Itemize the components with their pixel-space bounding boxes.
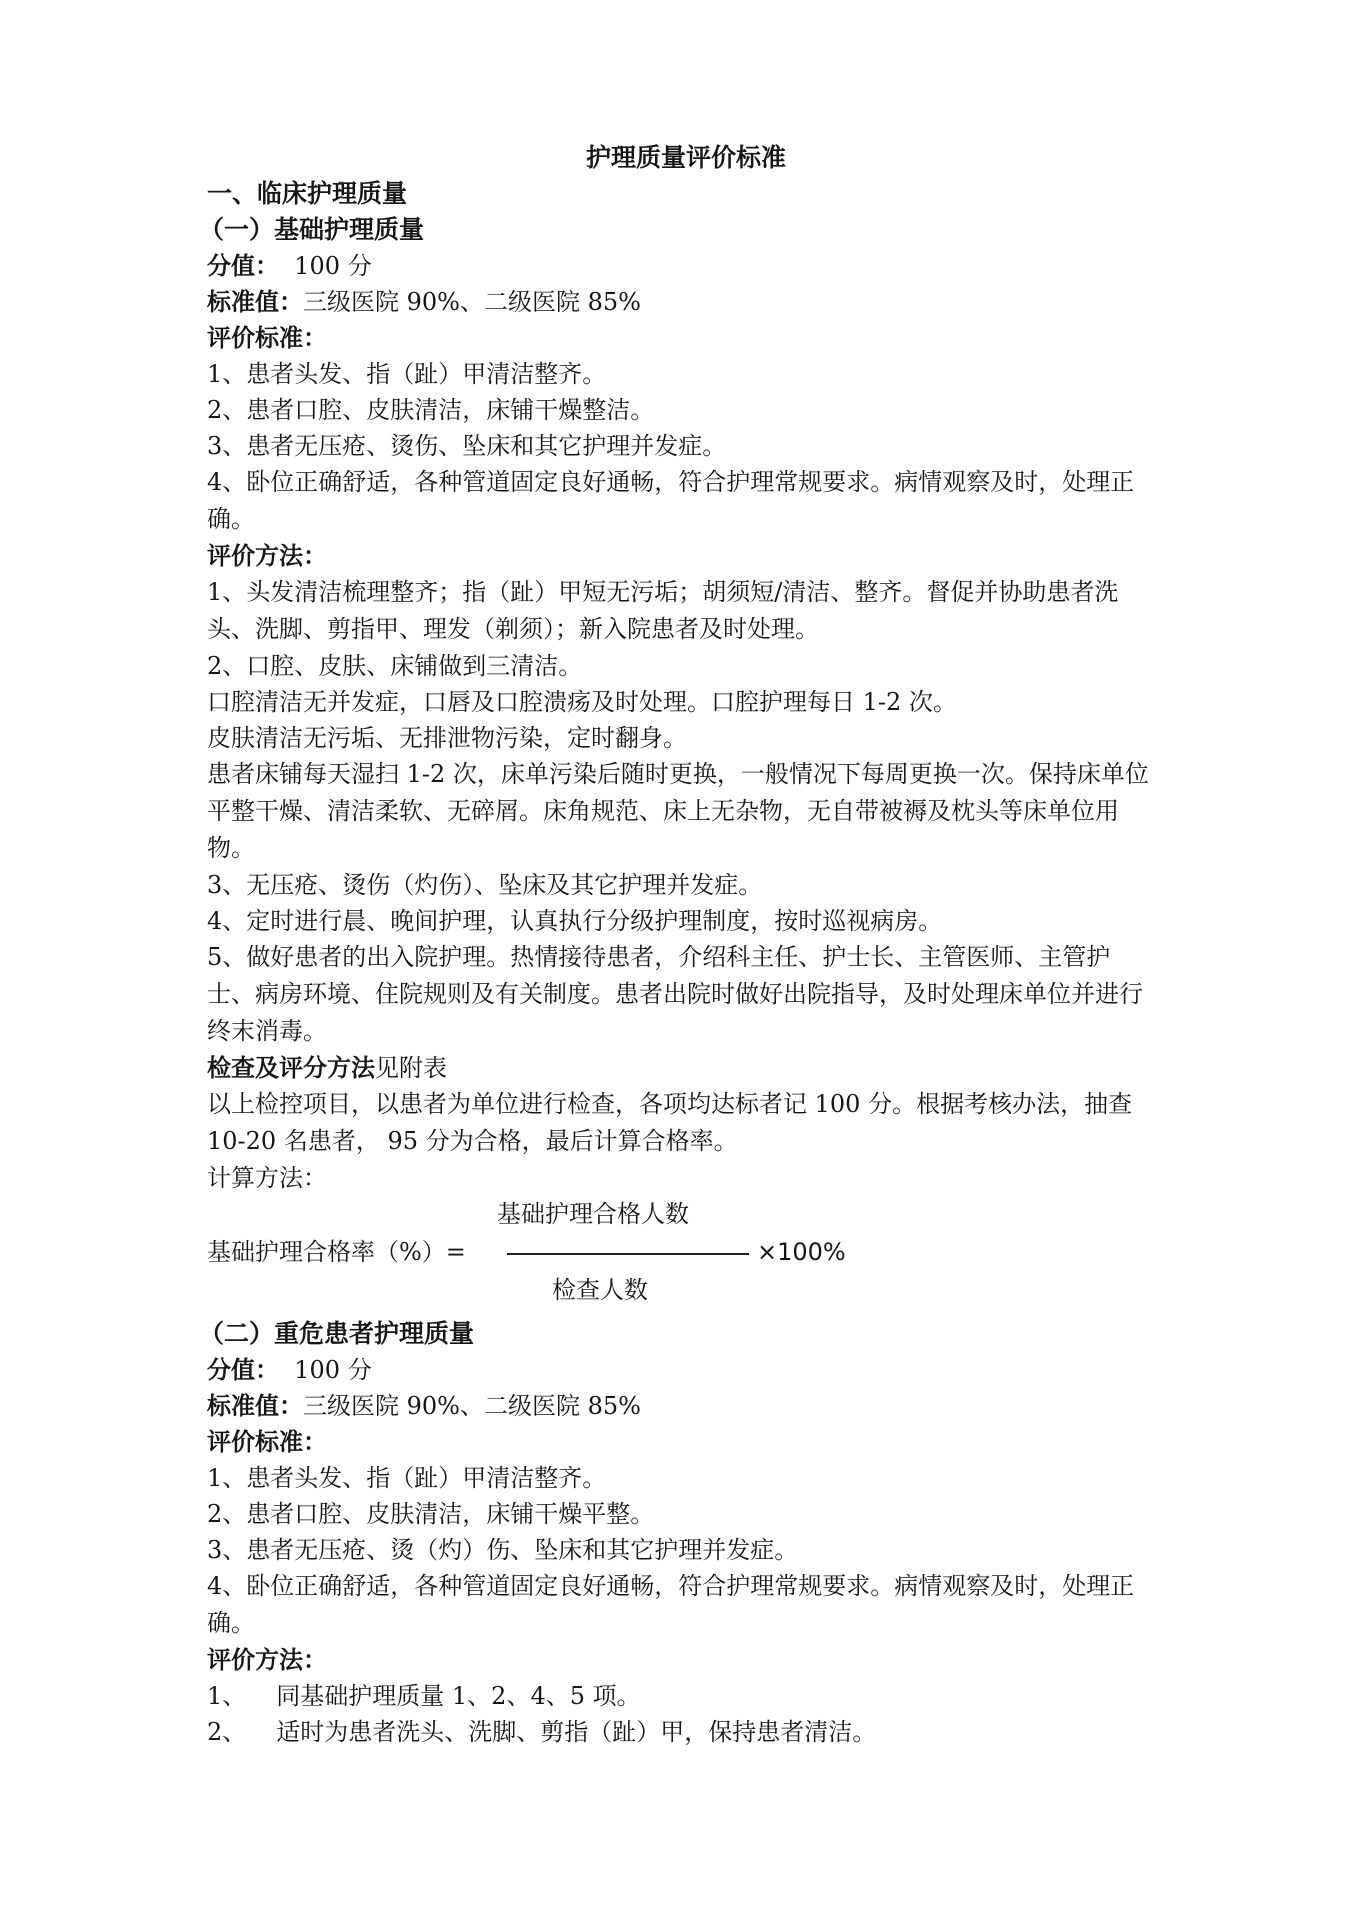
criteria-item: 2、患者口腔、皮肤清洁，床铺干燥平整。 [207, 1500, 655, 1528]
criteria-item: 4、卧位正确舒适，各种管道固定良好通畅，符合护理常规要求。病情观察及时，处理正确。 [207, 1572, 1135, 1637]
check-method-value: 见附表 [375, 1054, 447, 1082]
standard-line [207, 1388, 1157, 1424]
criteria-item: 4、卧位正确舒适，各种管道固定良好通畅，符合护理常规要求。病情观察及时，处理正确。 [207, 468, 1135, 533]
score-line [207, 1352, 1157, 1388]
score-label: 分值： [207, 1355, 279, 1384]
standard-line [207, 284, 1157, 320]
method-item: 1、头发清洁梳理整齐；指（趾）甲短无污垢；胡须短/清洁、整齐。督促并协助患者洗头、洗脚、剪指甲、理发（剃须）；新入院患者及时处理。 [207, 578, 1119, 643]
method-item-text: 适时为患者洗头、洗脚、剪指（趾）甲，保持患者清洁。 [276, 1718, 877, 1746]
standard-label: 标准值： [207, 1391, 303, 1420]
formula-lhs: 基础护理合格率（%）= [207, 1238, 466, 1266]
criteria-item: 1、患者头发、指（趾）甲清洁整齐。 [207, 1464, 607, 1492]
criteria-item: 3、患者无压疮、烫（灼）伤、坠床和其它护理并发症。 [207, 1536, 799, 1564]
calc-label: 计算方法： [207, 1164, 327, 1192]
standard-value: 三级医院 90%、二级医院 85% [303, 1392, 641, 1420]
page-title: 护理质量评价标准 [585, 143, 786, 172]
method-item-number: 1、 [207, 1682, 247, 1710]
criteria-item: 2、患者口腔、皮肤清洁，床铺干燥整洁。 [207, 396, 655, 424]
method-label: 评价方法： [207, 1645, 327, 1674]
check-description: 以上检控项目，以患者为单位进行检查，各项均达标者记 100 分。根据考核办法，抽查 10-20 名患者， 95 分为合格，最后计算合格率。 [207, 1090, 1133, 1155]
method-item-text: 同基础护理质量 1、2、4、5 项。 [276, 1682, 641, 1710]
method-item: 3、无压疮、烫伤（灼伤）、坠床及其它护理并发症。 [207, 871, 763, 899]
score-line [207, 248, 1157, 284]
subsection-heading-basic-nursing: （一）基础护理质量 [199, 215, 425, 244]
method-item [207, 1678, 1157, 1714]
method-item: 口腔清洁无并发症，口唇及口腔溃疡及时处理。口腔护理每日 1-2 次。 [207, 688, 957, 716]
score-value: 100 分 [279, 252, 372, 280]
method-item-number: 2、 [207, 1718, 247, 1746]
criteria-label: 评价标准： [207, 1427, 327, 1456]
formula-multiplier: ×100% [757, 1238, 846, 1266]
section-heading-clinical-nursing: 一、临床护理质量 [207, 179, 408, 208]
subsection-heading-critical-patient-nursing: （二）重危患者护理质量 [199, 1319, 475, 1348]
method-item: 2、口腔、皮肤、床铺做到三清洁。 [207, 652, 583, 680]
check-method-label: 检查及评分方法 [207, 1053, 375, 1082]
method-item [207, 1714, 1157, 1750]
criteria-item: 3、患者无压疮、烫伤、坠床和其它护理并发症。 [207, 432, 727, 460]
method-item: 4、定时进行晨、晚间护理，认真执行分级护理制度，按时巡视病房。 [207, 907, 943, 935]
method-item: 皮肤清洁无污垢、无排泄物污染，定时翻身。 [207, 724, 687, 752]
standard-value: 三级医院 90%、二级医院 85% [303, 288, 641, 316]
formula-denominator: 检查人数 [552, 1276, 648, 1304]
formula-numerator: 基础护理合格人数 [497, 1200, 689, 1228]
fraction-bar [507, 1253, 749, 1255]
check-method-line [207, 1050, 1157, 1086]
method-item: 患者床铺每天湿扫 1-2 次，床单污染后随时更换，一般情况下每周更换一次。保持床单位平整干燥、清洁柔软、无碎屑。床角规范、床上无杂物，无自带被褥及枕头等床单位用物。 [207, 760, 1149, 862]
score-value: 100 分 [279, 1356, 372, 1384]
criteria-label: 评价标准： [207, 323, 327, 352]
score-label: 分值： [207, 251, 279, 280]
method-item: 5、做好患者的出入院护理。热情接待患者，介绍科主任、护士长、主管医师、主管护士、病房环境、住院规则及有关制度。患者出院时做好出院指导，及时处理床单位并进行终末消毒。 [207, 943, 1143, 1045]
document-body [199, 140, 1157, 1750]
standard-label: 标准值： [207, 287, 303, 316]
pass-rate-formula [207, 1196, 1157, 1316]
criteria-item: 1、患者头发、指（趾）甲清洁整齐。 [207, 360, 607, 388]
method-label: 评价方法： [207, 541, 327, 570]
